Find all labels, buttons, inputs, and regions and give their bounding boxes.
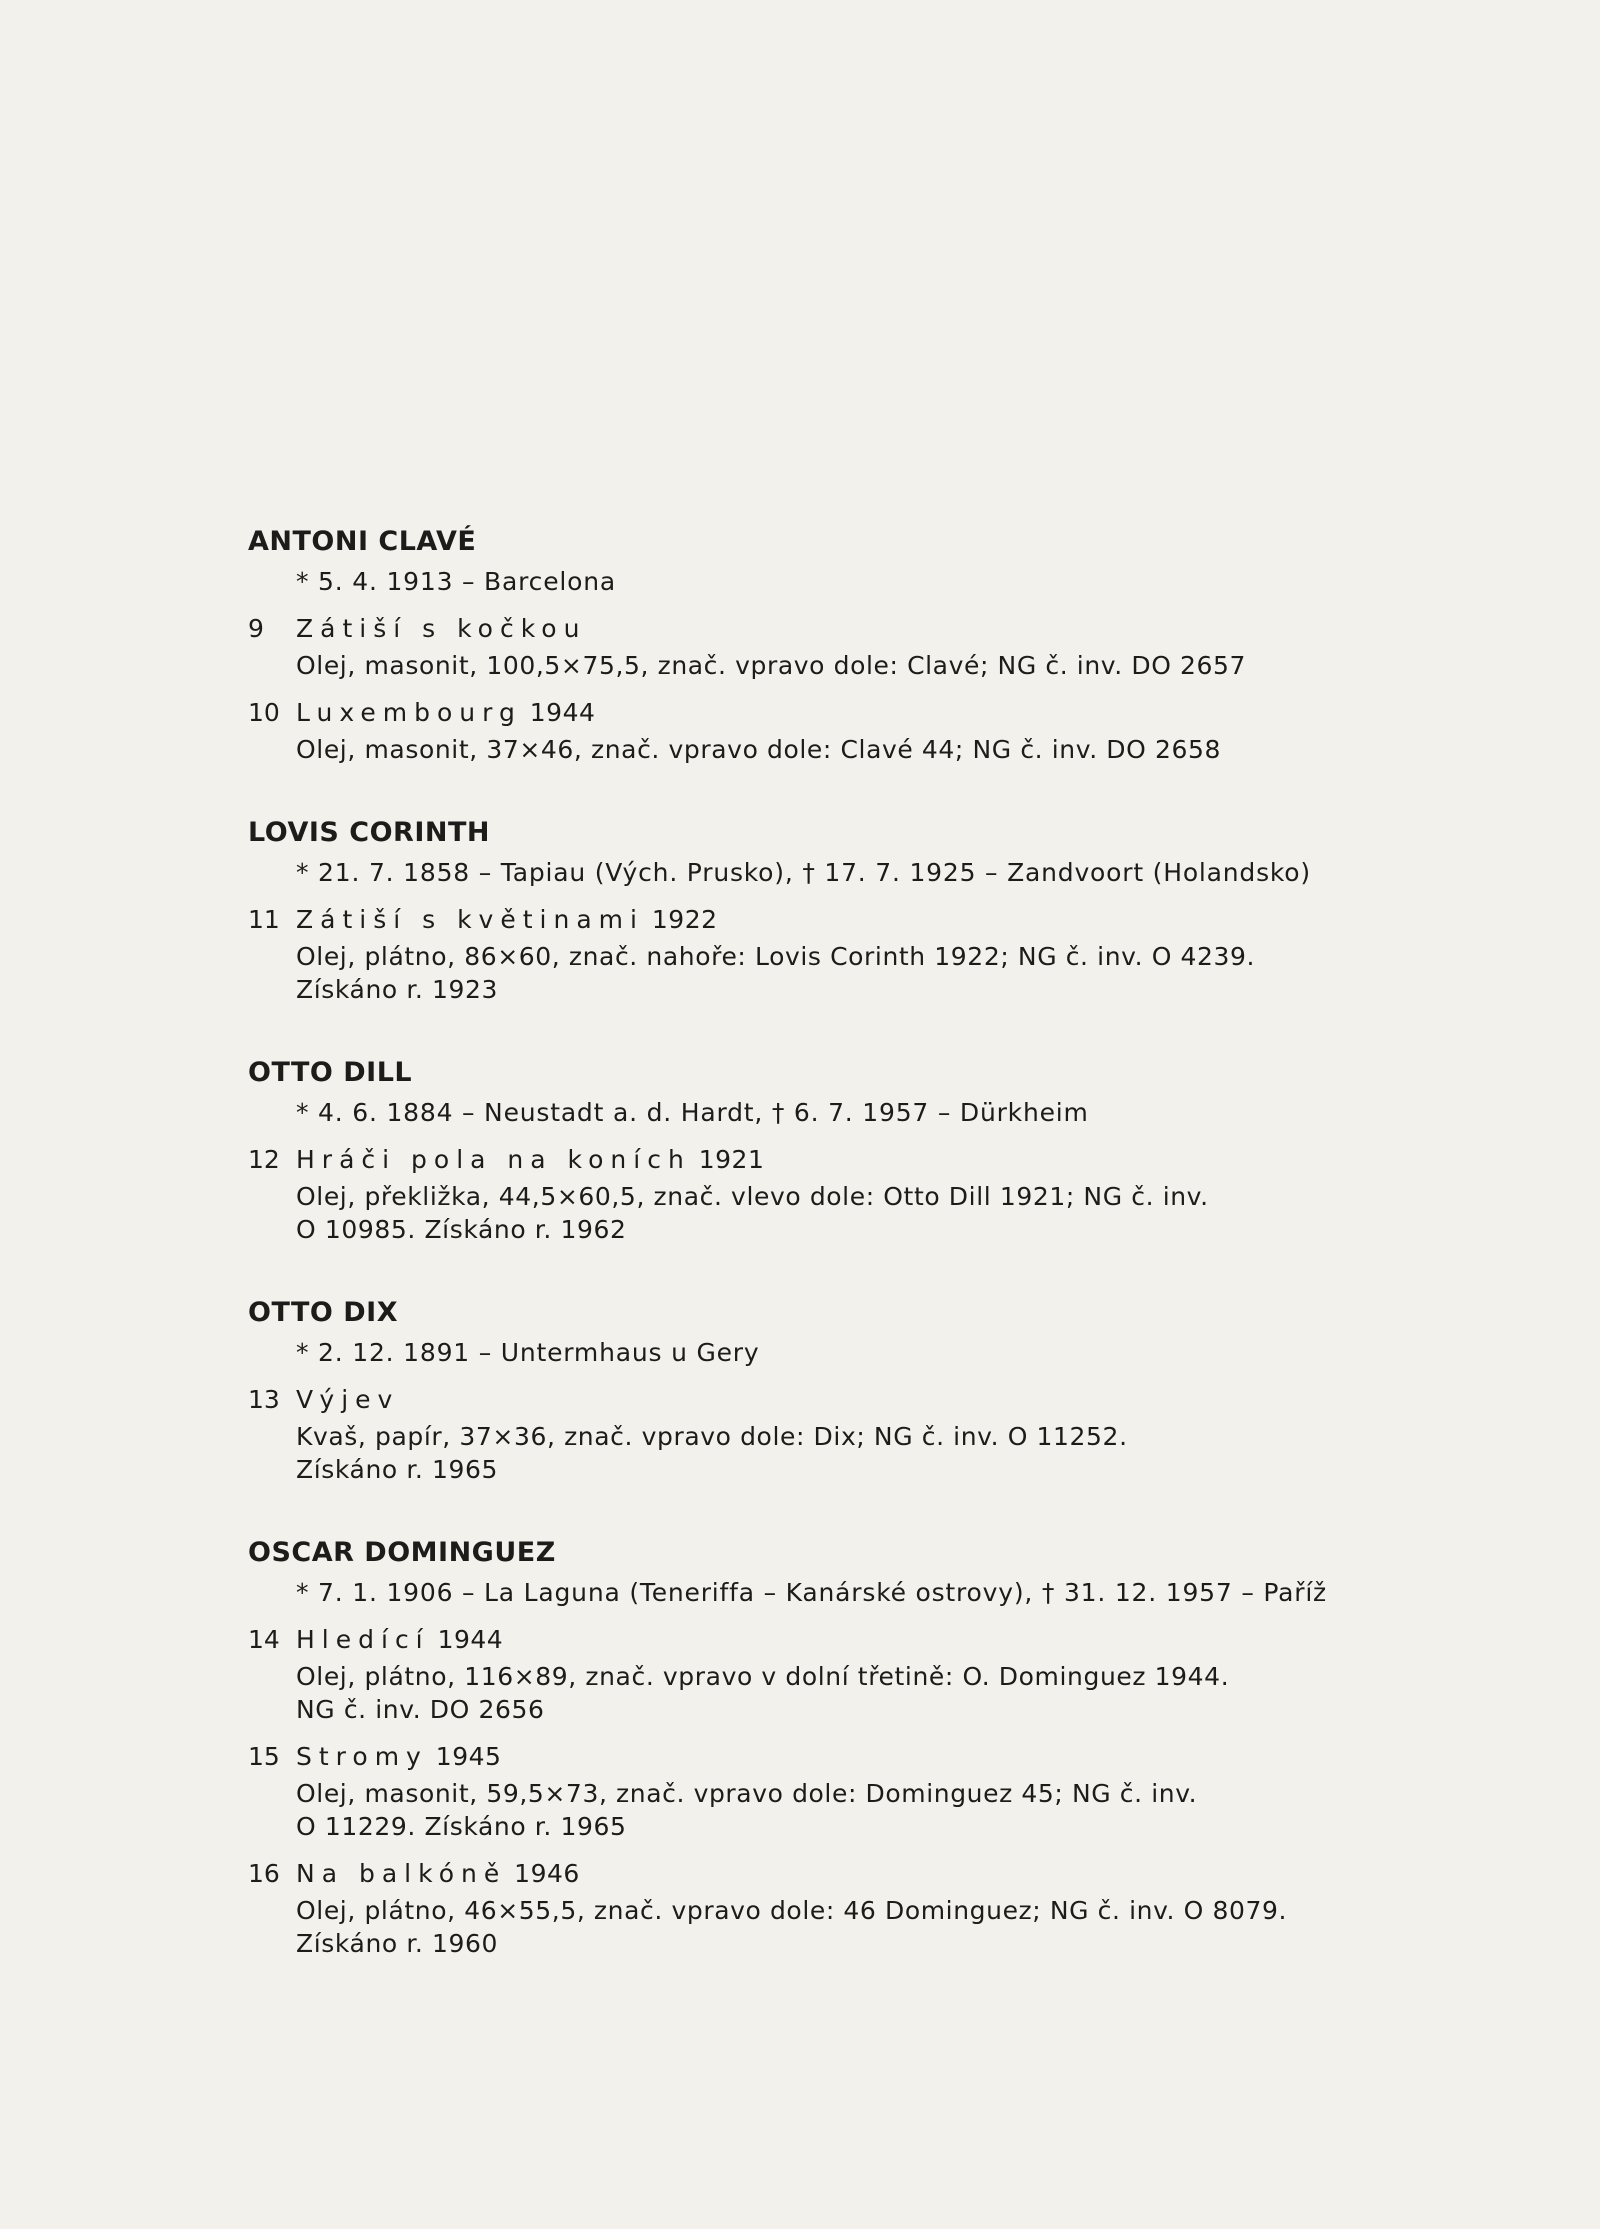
artwork-description — [248, 1420, 1408, 1486]
artwork-heading — [248, 696, 1408, 730]
artwork-heading — [248, 1740, 1408, 1774]
artwork-description — [248, 1180, 1408, 1246]
artwork-acquisition: Získáno r. 1960 — [296, 1929, 499, 1958]
artwork-year: 1922 — [651, 905, 718, 934]
artwork-number: 12 — [248, 1145, 280, 1174]
artwork-title: Hledící — [296, 1625, 430, 1654]
artwork-description — [248, 1777, 1408, 1843]
artist-bio: * 2. 12. 1891 – Untermhaus u Gery — [296, 1338, 760, 1367]
artwork-number: 11 — [248, 905, 280, 934]
artwork-number: 15 — [248, 1742, 280, 1771]
artwork-number: 10 — [248, 698, 280, 727]
artwork-entry — [248, 1143, 1408, 1246]
artist-name: LOVIS CORINTH — [248, 817, 490, 848]
artist-bio: * 5. 4. 1913 – Barcelona — [296, 567, 616, 596]
artwork-inventory: NG č. inv. DO 2656 — [296, 1695, 545, 1724]
artwork-description-text: Kvaš, papír, 37×36, znač. vpravo dole: Dix; NG č. inv. O 11252. — [296, 1422, 1128, 1451]
artwork-entry — [248, 612, 1408, 682]
artwork-description: Olej, masonit, 37×46, znač. vpravo dole: Clavé 44; NG č. inv. DO 2658 — [296, 735, 1221, 764]
artwork-year: 1945 — [435, 1742, 502, 1771]
artwork-title: Zátiší s květinami — [296, 905, 644, 934]
artwork-year: 1944 — [437, 1625, 504, 1654]
artwork-title: Stromy — [296, 1742, 428, 1771]
artist-entry — [248, 1536, 1408, 1960]
artwork-number: 14 — [248, 1625, 280, 1654]
artwork-entry — [248, 1623, 1408, 1726]
artwork-entry — [248, 696, 1408, 766]
artwork-title: Zátiší s kočkou — [296, 614, 587, 643]
artwork-heading — [248, 1857, 1408, 1891]
artwork-number: 13 — [248, 1385, 280, 1414]
artist-bio: * 21. 7. 1858 – Tapiau (Vých. Prusko), † 17. 7. 1925 – Zandvoort (Holandsko) — [296, 858, 1311, 887]
artwork-title: Na balkóně — [296, 1859, 507, 1888]
artist-name: ANTONI CLAVÉ — [248, 526, 477, 557]
artwork-description — [248, 1894, 1408, 1960]
artwork-number: 16 — [248, 1859, 280, 1888]
artwork-description: Olej, masonit, 100,5×75,5, znač. vpravo dole: Clavé; NG č. inv. DO 2657 — [296, 651, 1247, 680]
artist-bio: * 7. 1. 1906 – La Laguna (Teneriffa – Kanárské ostrovy), † 31. 12. 1957 – Paříž — [296, 1578, 1327, 1607]
artwork-heading — [248, 612, 1408, 646]
artwork-acquisition: Získáno r. 1923 — [296, 975, 499, 1004]
artwork-entry — [248, 1383, 1408, 1486]
artwork-description-text: Olej, plátno, 46×55,5, znač. vpravo dole: 46 Dominguez; NG č. inv. O 8079. — [296, 1896, 1288, 1925]
artist-entry — [248, 816, 1408, 1006]
artwork-heading — [248, 1143, 1408, 1177]
artwork-description-text: Olej, překližka, 44,5×60,5, znač. vlevo dole: Otto Dill 1921; NG č. inv. — [296, 1182, 1209, 1211]
artwork-entry — [248, 1857, 1408, 1960]
artwork-description-text: Olej, masonit, 59,5×73, znač. vpravo dole: Dominguez 45; NG č. inv. — [296, 1779, 1198, 1808]
artwork-year: 1946 — [514, 1859, 580, 1888]
artist-name: OSCAR DOMINGUEZ — [248, 1537, 556, 1568]
artwork-entry — [248, 1740, 1408, 1843]
artwork-heading — [248, 1623, 1408, 1657]
artwork-description — [248, 1660, 1408, 1726]
artwork-heading — [248, 903, 1408, 937]
artwork-description-text: Olej, plátno, 86×60, znač. nahoře: Lovis Corinth 1922; NG č. inv. O 4239. — [296, 942, 1256, 971]
artwork-heading — [248, 1383, 1408, 1417]
artwork-number: 9 — [248, 614, 264, 643]
artist-name: OTTO DIX — [248, 1297, 399, 1328]
artwork-year: 1921 — [698, 1145, 765, 1174]
artist-entry — [248, 1056, 1408, 1246]
artwork-entry — [248, 903, 1408, 1006]
artwork-year: 1944 — [529, 698, 596, 727]
artist-bio: * 4. 6. 1884 – Neustadt a. d. Hardt, † 6. 7. 1957 – Dürkheim — [296, 1098, 1089, 1127]
artwork-description-text: Olej, plátno, 116×89, znač. vpravo v dolní třetině: O. Dominguez 1944. — [296, 1662, 1230, 1691]
artist-entry — [248, 525, 1408, 766]
artist-entry — [248, 1296, 1408, 1486]
artwork-description — [248, 940, 1408, 1006]
catalog-content — [248, 525, 1408, 2010]
artwork-acquisition: O 11229. Získáno r. 1965 — [296, 1812, 627, 1841]
artwork-title: Luxembourg — [296, 698, 522, 727]
artist-name: OTTO DILL — [248, 1057, 413, 1088]
artwork-title: Hráči pola na koních — [296, 1145, 691, 1174]
artwork-acquisition: Získáno r. 1965 — [296, 1455, 499, 1484]
artwork-acquisition: O 10985. Získáno r. 1962 — [296, 1215, 627, 1244]
artwork-title: Výjev — [296, 1385, 400, 1414]
